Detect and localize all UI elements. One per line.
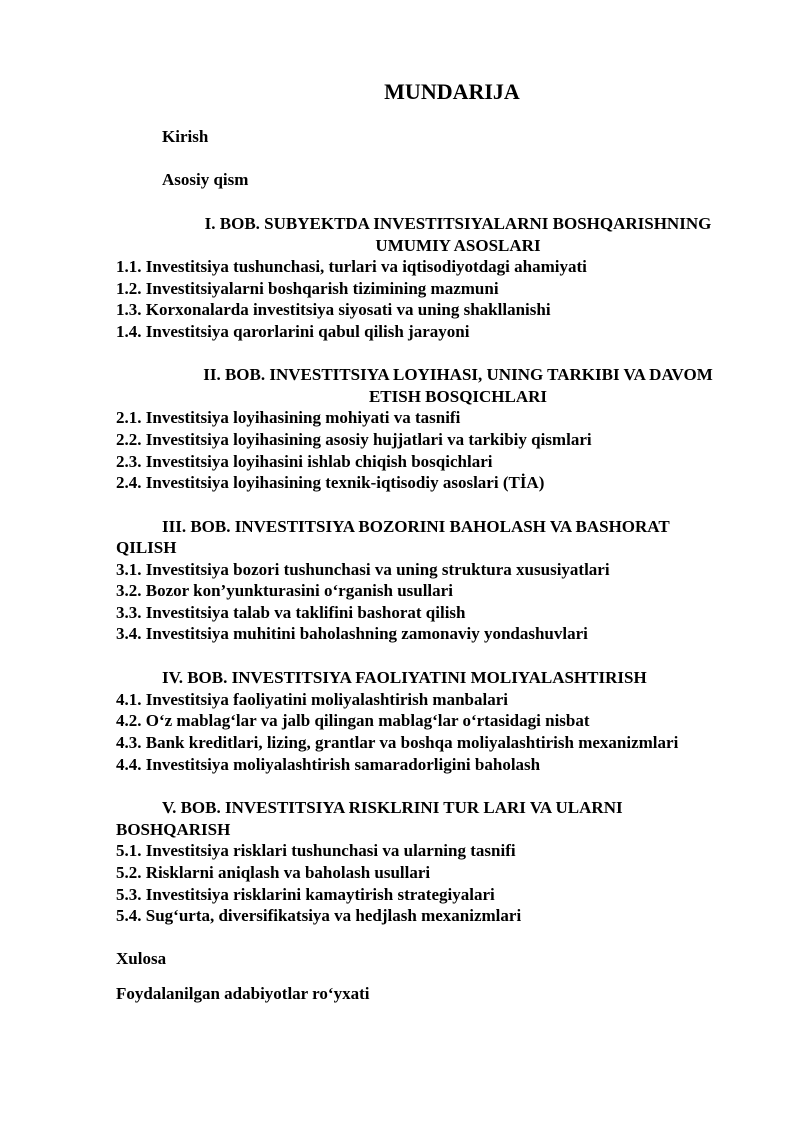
chapter-3-heading-line1: III. BOB. INVESTITSIYA BOZORINI BAHOLASH VA BASHORAT bbox=[162, 517, 670, 536]
toc-section-1-2: 1.2. Investitsiyalarni boshqarish tizimining mazmuni bbox=[116, 279, 499, 298]
toc-section-5-1: 5.1. Investitsiya risklari tushunchasi va ularning tasnifi bbox=[116, 841, 516, 860]
toc-section-3-3: 3.3. Investitsiya talab va taklifini bashorat qilish bbox=[116, 603, 466, 622]
toc-section-5-3: 5.3. Investitsiya risklarini kamaytirish strategiyalari bbox=[116, 885, 495, 904]
chapter-5-heading-line2: BOSHQARISH bbox=[116, 820, 231, 839]
toc-section-2-4: 2.4. Investitsiya loyihasining texnik-iqtisodiy asoslari (TİA) bbox=[116, 473, 545, 492]
toc-section-4-4: 4.4. Investitsiya moliyalashtirish samaradorligini baholash bbox=[116, 755, 541, 774]
toc-conclusion: Xulosa bbox=[116, 949, 167, 968]
toc-section-2-1: 2.1. Investitsiya loyihasining mohiyati va tasnifi bbox=[116, 408, 461, 427]
toc-section-2-3: 2.3. Investitsiya loyihasini ishlab chiqish bosqichlari bbox=[116, 452, 493, 471]
chapter-1-heading bbox=[116, 213, 756, 257]
chapter-4-heading-line1: IV. BOB. INVESTITSIYA FAOLIYATINI MOLIYALASHTIRISH bbox=[162, 668, 647, 687]
chapter-2-heading-line1: II. BOB. INVESTITSIYA LOYIHASI, UNING TARKIBI VA DAVOM bbox=[203, 365, 713, 384]
chapter-1-heading-line1: I. BOB. SUBYEKTDA INVESTITSIYALARNI BOSHQARISHNING bbox=[204, 214, 712, 233]
chapter-2-heading bbox=[116, 364, 756, 408]
toc-section-1-1: 1.1. Investitsiya tushunchasi, turlari va iqtisodiyotdagi ahamiyati bbox=[116, 257, 587, 276]
toc-main-part: Asosiy qism bbox=[162, 170, 249, 189]
toc-section-5-4: 5.4. Sug‘urta, diversifikatsiya va hedjlash mexanizmlari bbox=[116, 906, 522, 925]
toc-section-5-2: 5.2. Risklarni aniqlash va baholash usullari bbox=[116, 863, 431, 882]
toc-section-4-1: 4.1. Investitsiya faoliyatini moliyalashtirish manbalari bbox=[116, 690, 508, 709]
toc-section-1-4: 1.4. Investitsiya qarorlarini qabul qilish jarayoni bbox=[116, 322, 470, 341]
toc-section-2-2: 2.2. Investitsiya loyihasining asosiy hujjatlari va tarkibiy qismlari bbox=[116, 430, 592, 449]
page-title: MUNDARIJA bbox=[384, 79, 520, 104]
toc-section-1-3: 1.3. Korxonalarda investitsiya siyosati va uning shakllanishi bbox=[116, 300, 551, 319]
toc-section-3-4: 3.4. Investitsiya muhitini baholashning zamonaviy yondashuvlari bbox=[116, 624, 588, 643]
chapter-1-heading-line2: UMUMIY ASOSLARI bbox=[375, 236, 541, 255]
chapter-5-heading-line1: V. BOB. INVESTITSIYA RISKLRINI TUR LARI VA ULARNI bbox=[162, 798, 623, 817]
toc-references: Foydalanilgan adabiyotlar ro‘yxati bbox=[116, 984, 370, 1003]
toc-section-4-2: 4.2. O‘z mablag‘lar va jalb qilingan mablag‘lar o‘rtasidagi nisbat bbox=[116, 711, 590, 730]
toc-section-4-3: 4.3. Bank kreditlari, lizing, grantlar va boshqa moliyalashtirish mexanizmlari bbox=[116, 733, 679, 752]
toc-section-3-2: 3.2. Bozor kon’yunkturasini o‘rganish usullari bbox=[116, 581, 453, 600]
toc-section-3-1: 3.1. Investitsiya bozori tushunchasi va uning struktura xususiyatlari bbox=[116, 560, 610, 579]
chapter-3-heading-line2: QILISH bbox=[116, 538, 177, 557]
toc-intro: Kirish bbox=[162, 127, 209, 146]
chapter-2-heading-line2: ETISH BOSQICHLARI bbox=[368, 387, 548, 406]
